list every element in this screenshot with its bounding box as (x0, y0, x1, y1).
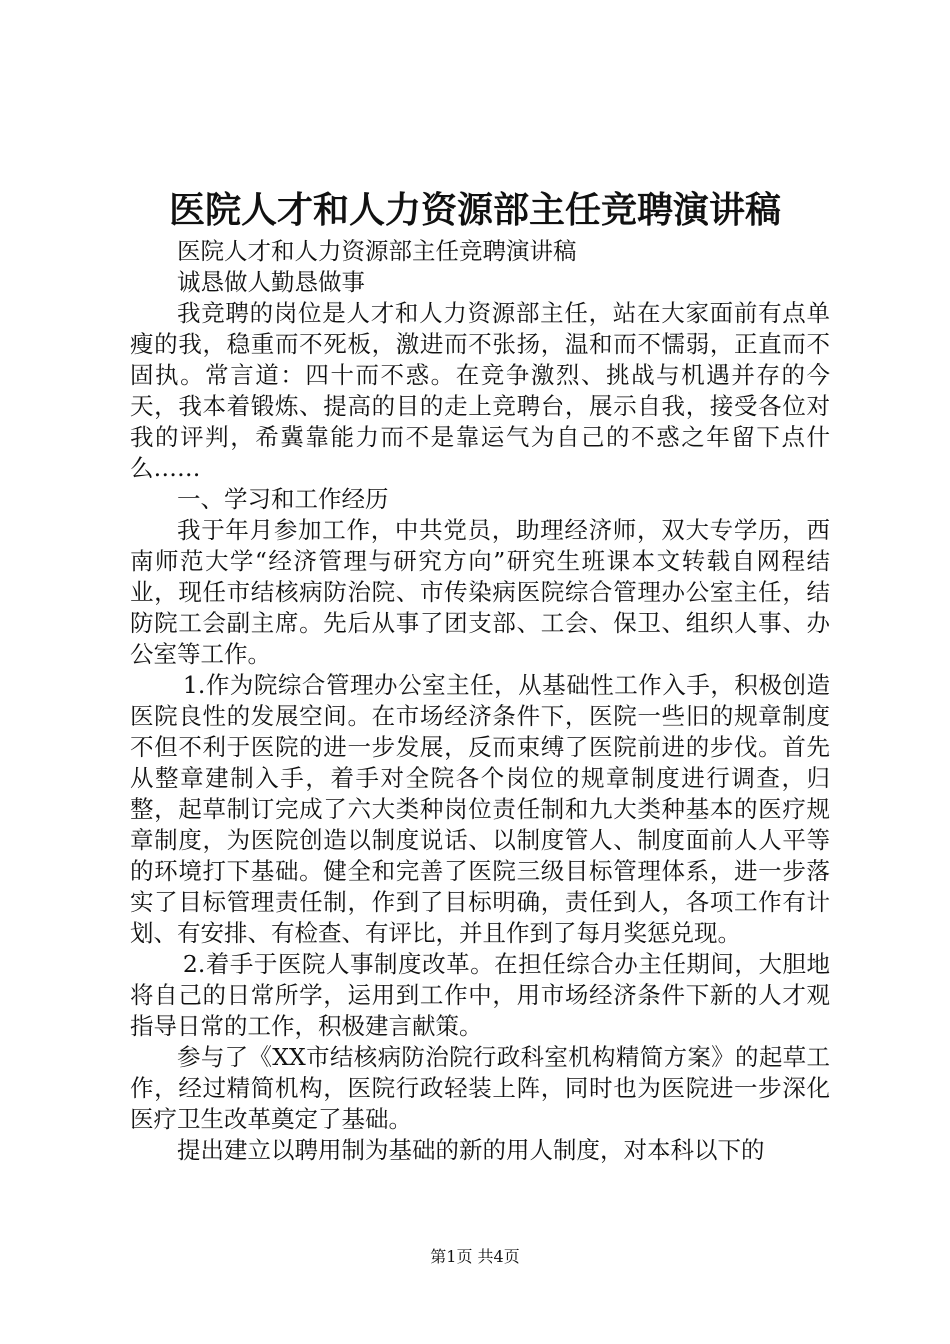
page-footer: 第1页 共4页 (430, 1247, 520, 1266)
paragraph-item-1: 1.作为院综合管理办公室主任，从基础性工作入手，积极创造医院良性的发展空间。在市场经济条件下，医院一些旧的规章制度不但不利于医院的进一步发展，反而束缚了医院前进的步伐。首先从整章建制入手，着手对全院各个岗位的规章制度进行调查，归整，起草制订完成了六大类种岗位责任制和九大类种基本的医疗规章制度，为医院创造以制度说话、以制度管人、制度面前人人平等的环境打下基础。健全和完善了医院三级目标管理体系，进一步落实了目标管理责任制，作到了目标明确，责任到人，各项工作有计划、有安排、有检查、有评比，并且作到了每月奖惩兑现。 (130, 671, 830, 947)
paragraph-hiring: 提出建立以聘用制为基础的新的用人制度，对本科以下的 (177, 1136, 765, 1164)
paragraph-experience: 我于年月参加工作，中共党员，助理经济师，双大专学历，西南师范大学“经济管理与研究方向”研究生班课本文转载自网程结业，现任市结核病防治院、市传染病医院综合管理办公室主任，结防院工会副主席。先后从事了团支部、工会、保卫、组织人事、办公室等工作。 (130, 516, 830, 668)
paragraph-reform: 参与了《XX市结核病防治院行政科室机构精简方案》的起草工作，经过精简机构，医院行政轻装上阵，同时也为医院进一步深化医疗卫生改革奠定了基础。 (130, 1043, 830, 1133)
section-heading: 一、学习和工作经历 (177, 485, 389, 513)
paragraph-intro: 我竞聘的岗位是人才和人力资源部主任，站在大家面前有点单瘦的我，稳重而不死板，激进而不张扬，温和而不懦弱，正直而不固执。常言道：四十而不惑。在竞争激烈、挑战与机遇并存的今天，我本着锻炼、提高的目的走上竞聘台，展示自我，接受各位对我的评判，希冀靠能力而不是靠运气为自己的不惑之年留下点什么…… (130, 299, 830, 482)
paragraph-motto: 诚恳做人勤恳做事 (177, 268, 365, 296)
document-body (130, 236, 830, 1166)
paragraph-item-2: 2.着手于医院人事制度改革。在担任综合办主任期间，大胆地将自己的日常所学，运用到工作中，用市场经济条件下新的人才观指导日常的工作，积极建言献策。 (130, 950, 830, 1040)
document-title: 医院人才和人力资源部主任竞聘演讲稿 (168, 189, 781, 231)
paragraph-subtitle: 医院人才和人力资源部主任竞聘演讲稿 (177, 237, 577, 265)
